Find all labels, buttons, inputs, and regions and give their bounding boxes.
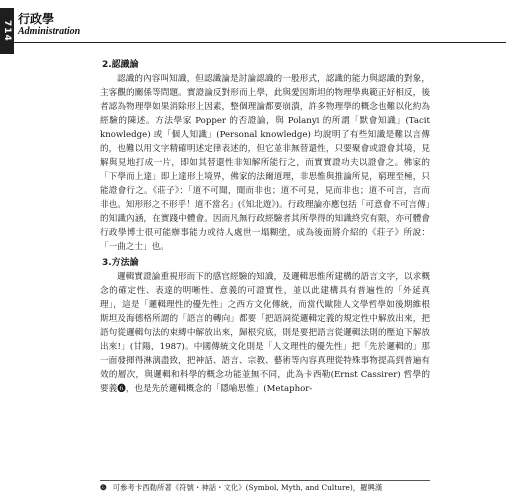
section-heading-epistemology: 2.認識論 [102,60,139,70]
paragraph-methodology: 邏輯實證論重視形而下的感官經驗的知識，及邏輯思惟所建構的語言文字，以求概念的確定性、表達的明晰性、意義的可證實性，並以此建構具有普遍性的「外延真理」，這是「邏輯理性的優先性」之西方文化傳統，而當代歐陸人文學哲學如後期維根斯坦及海德格所謂的「語言的轉向」都要「把語詞從邏輯定義的規定性中解放出來，把語句從邏輯句法的束縛中解放出來，歸根究底，則是要把語言從邏輯法則的壓迫下解放出來!」(甘陽，1987)。中國傳統文化則是「人文理性的優先性」把「先於邏輯的」那一面發揮得淋漓盡致，把神話、語言、宗教、藝術等內容真理從特殊事物提高到普遍有效的層次，與邏輯和科學的概念功能並無不同，此為卡西勒(Ernst Cassirer) 哲學的要義❻，也是先於邏輯概念的「隱喻思惟」(Metaphor- [100,272,430,394]
body-text [100,58,430,396]
footnote-divider [100,480,430,481]
footnote-marker: ❻ [100,483,107,492]
page-number: 714 [2,20,12,42]
footnote [100,483,440,493]
running-title-en: Administration [18,26,81,37]
paragraph-epistemology: 認識的內容叫知識，但認識論是討論認識的一般形式，認識的能力與認識的對象，主客觀的關係等問題。實證論反對形而上學，此與愛因斯坦的物理學典範正好相反，後者認為物理學如果消除形上因素，整個理論都要崩潰，許多物理學的概念也難以化約為經驗的陳述。方法學家 Popper 的否證論，與 Polanyi 的所謂「默會知識」(Tacit knowledge) 或「個人知識」(Personal knowledge) 均說明了有些知識是難以言傳的，也難以用文字精確明述定律表述的，但它並非無替還性，只要聚會或證會其境，見解與見地打成一片，即如其替還性非知解所能行之，而實實證功夫以證會之。佛家的「下學而上達」即上達形上境界，佛家的法爾道理，非思惟與推論所見，窮理至極，只能證會行之。《莊子》：「道不可聞，聞而非也；道不可見，見而非也；道不可言，言而非也。知形形之不形乎！道不當名」(《知北遊》)。行政理論亦應包括「可意會不可言傳」的知識內涵，在實踐中體會。因而凡無行政經驗者其所學得的知識終究有限，亦可體會行政學博士很可能辦事能力或待人處世一塌糊塗，成為後面將介紹的《莊子》所說：「一曲之士」也。 [100,74,430,252]
section-heading-methodology: 3.方法論 [102,258,139,268]
running-title-zh: 行政學 [18,12,55,26]
footnote-text: 可參考卡西勒所著《符號・神話・文化》(Symbol, Myth, and Culture)，羅興漢 [112,483,383,492]
header-divider [14,42,506,43]
